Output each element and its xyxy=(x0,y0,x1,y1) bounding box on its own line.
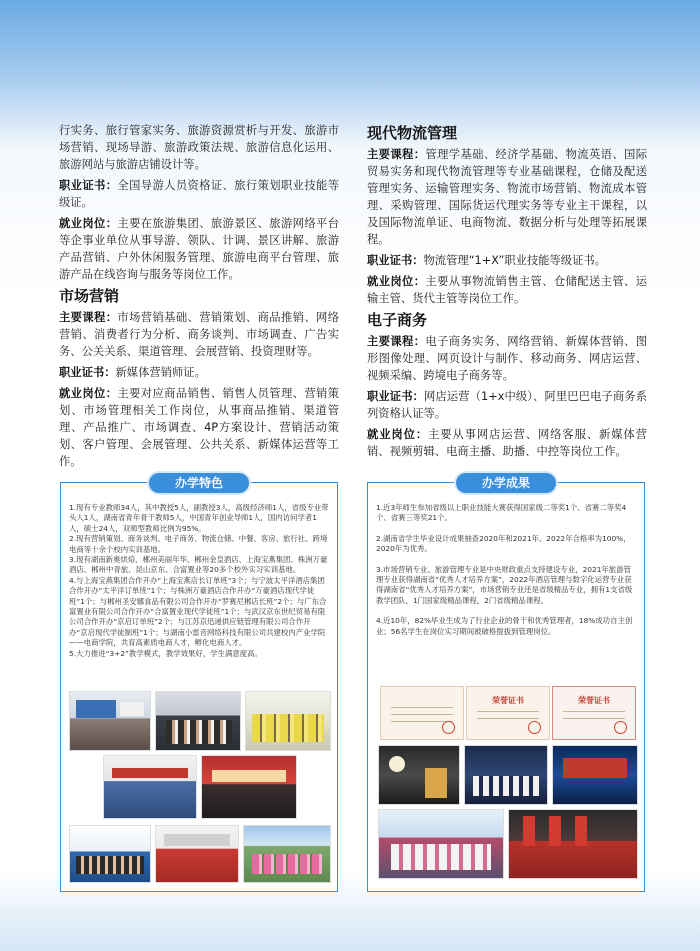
marketing-cert xyxy=(59,364,339,381)
logistics-heading: 现代物流管理 xyxy=(367,124,458,142)
features-item: 4.与上海宝燕集团合作开办“上海宝燕店长订单班”3个；与宁波太平洋酒店集团合作开办“太平洋订单班”1个；与株洲万豪酒店合作开办“万豪酒店现代学徒班”1个；与郴州圣安娜食品有限公司合作开办“罗赛尼郴店长班”2个；与广东合富置业有限公司合作开办“合富置业现代学徒班”1个；与武汉京东世纪贸易有限公司合作开办“京启订单班”2个；与江苏京迅递供应链管理有限公司合作开办“京启现代学徒制班”1个；与湖南小雷音网络科技有限公司共建校内产业学院——电商学院，共育高素质电商人才，孵化电商人才。 xyxy=(69,575,327,648)
achievements-item: 3.市场营销专业、旅游管理专业是中央财政重点支持建设专业，2021年旅游管理专业获得湖南省“优秀人才培养方案”，2022年酒店管理与数字化运营专业获得湖南省“优秀人才培养方案”，市场营销专业还是省级精品专业，拥有1支省级教学团队，1门国家级精品课程，2门省级精品课程。 xyxy=(376,564,633,605)
photo-stage-event xyxy=(201,755,297,819)
achievements-panel xyxy=(367,476,645,892)
photo-studio-lights xyxy=(378,745,460,805)
logistics-courses-text: 管理学基础、经济学基础、物流英语、国际贸易实务和现代物流管理等专业基础课程，仓储及配送管理实务、运输管理实务、物流市场营销、物流成本管理、采购管理、国际货运代理实务等专业主干课程，以及国际物流单证、电商物流、数据分析与处理等拓展课程。 xyxy=(367,148,647,246)
logistics-cert-label: 职业证书： xyxy=(367,254,424,267)
tourism-cert xyxy=(59,177,339,211)
certificate-2 xyxy=(466,686,550,740)
features-item: 2.现有营销策划、商务谈判、电子商务、物流仓储、中餐、客房、旅行社、跨境电商等十余个校内实训基地。 xyxy=(69,534,328,554)
marketing-heading: 市场营销 xyxy=(59,287,120,305)
features-text xyxy=(69,503,329,659)
tourism-jobs xyxy=(59,215,339,283)
ecommerce-cert-text: 网店运营（1+x中级）、阿里巴巴电子商务系列资格认证等。 xyxy=(367,390,647,420)
logistics-jobs-label: 就业岗位： xyxy=(367,275,426,288)
marketing-cert-text: 新媒体营销师证。 xyxy=(115,366,206,379)
marketing-courses-text: 市场营销基础、营销策划、商品推销、网络营销、消费者行为分析、商务谈判、市场调查、广告实务、公关关系、渠道管理、会展营销、投资理财等。 xyxy=(59,311,339,358)
marketing-jobs-label: 就业岗位： xyxy=(59,387,118,400)
photo-yellow-shirts xyxy=(245,691,331,751)
marketing-jobs-text: 主要对应商品销售、销售人员管理、营销策划、市场管理相关工作岗位，从事商品推销、渠道管理、产品推广、市场调查、4P方案设计、营销活动策划、客户管理、会展管理、公共关系、新媒体运营等工作。 xyxy=(59,387,339,468)
ecommerce-cert-label: 职业证书： xyxy=(367,390,425,403)
ecommerce-courses xyxy=(367,333,647,384)
seal-icon xyxy=(614,721,627,734)
ecommerce-courses-label: 主要课程： xyxy=(367,335,426,348)
features-item: 5.大力推进“3+2”教学模式，教学效果好，学生满意度高。 xyxy=(69,648,262,658)
left-text-column xyxy=(59,122,339,474)
photo-flags-table xyxy=(508,809,638,879)
achievements-text xyxy=(376,503,636,647)
marketing-cert-label: 职业证书： xyxy=(59,366,116,379)
logistics-cert-text: 物流管理“1+X”职业技能等级证书。 xyxy=(423,254,606,267)
certificate-1 xyxy=(380,686,464,740)
features-item: 3.现有湖南新奥烘焙、郴州美丽年华、郴州金皇酒店、上海宝燕集团、株洲万豪酒店、郴州中青旅、昆山京东、合富置业等20多个校外实习实训基地。 xyxy=(69,555,328,575)
certificate-title: 荣誉证书 xyxy=(492,696,524,705)
marketing-courses-label: 主要课程： xyxy=(59,311,118,324)
photo-award-stage xyxy=(552,745,638,805)
photo-competition xyxy=(464,745,548,805)
ecommerce-jobs-text: 主要从事网店运营、网络客服、新媒体营销、视频剪辑、电商主播、助播、中控等岗位工作。 xyxy=(367,428,647,458)
ecommerce-jobs xyxy=(367,426,647,460)
photo-red-shirts xyxy=(155,825,239,883)
ecommerce-heading: 电子商务 xyxy=(367,311,428,329)
features-title: 办学特色 xyxy=(149,473,249,493)
features-panel xyxy=(60,476,338,892)
ecommerce-cert xyxy=(367,388,647,422)
marketing-courses xyxy=(59,309,339,360)
tourism-jobs-text: 主要在旅游集团、旅游景区、旅游网络平台等企事业单位从事导游、领队、计调、景区讲解、旅游产品营销、户外休闲服务管理、旅游电商平台管理、旅游产品在线咨询与服务等岗位工作。 xyxy=(59,217,339,281)
features-item: 1.现有专业教师34人，其中教授5人，副教授3人，高级经济师1人，省级专业带头人1人，湖南省青年骨干教师5人，中国青年创业导师1人，国内访问学者1人，硕士24人，双师型教师比例为95%。 xyxy=(69,503,329,533)
logistics-courses-label: 主要课程： xyxy=(367,148,426,161)
achievements-item: 4.近10年，82%毕业生成为了行业企业的骨干和优秀管理者，18%成功自主创业；56名学生在岗位实习期间被破格提拔到管理岗位。 xyxy=(376,616,633,636)
photo-outdoor-pink xyxy=(243,825,331,883)
logistics-courses xyxy=(367,146,647,248)
right-text-column xyxy=(367,122,647,464)
photo-training-hall xyxy=(69,825,151,883)
seal-icon xyxy=(528,721,541,734)
certificate-title: 荣誉证书 xyxy=(578,696,610,705)
photo-students-working xyxy=(378,809,504,879)
ecommerce-jobs-label: 就业岗位： xyxy=(367,428,429,441)
photo-group-indoor xyxy=(155,691,241,751)
photo-ceremony xyxy=(103,755,197,819)
marketing-jobs xyxy=(59,385,339,470)
achievements-title: 办学成果 xyxy=(456,473,556,493)
seal-icon xyxy=(442,721,455,734)
logistics-cert xyxy=(367,252,647,269)
achievements-item: 2.湖南省学生毕业设计成果抽查2020年和2021年、2022年合格率为100%，2020年为优秀。 xyxy=(376,533,631,554)
tourism-cert-label: 职业证书： xyxy=(59,179,118,192)
logistics-jobs xyxy=(367,273,647,307)
achievements-item: 1.近3年师生参加省级以上职业技能大赛获得国家级二等奖1个、省赛二等奖4个、省赛三等奖21个。 xyxy=(376,503,627,523)
tourism-cert-text: 全国导游人员资格证、旅行策划职业技能等级证。 xyxy=(59,179,339,209)
photo-classroom xyxy=(69,691,151,751)
certificate-3 xyxy=(552,686,636,740)
ecommerce-courses-text: 电子商务实务、网络营销、新媒体营销、图形图像处理、网页设计与制作、移动商务、网店运营、视频采编、跨境电子商务等。 xyxy=(367,335,647,382)
tourism-jobs-label: 就业岗位： xyxy=(59,217,118,230)
tourism-intro: 行实务、旅行管家实务、旅游资源赏析与开发、旅游市场营销、现场导游、旅游政策法规、旅游信息化运用、旅游网站与旅游店铺设计等。 xyxy=(59,124,339,171)
logistics-jobs-text: 主要从事物流销售主管、仓储配送主管、运输主管、货代主管等岗位工作。 xyxy=(367,275,647,305)
